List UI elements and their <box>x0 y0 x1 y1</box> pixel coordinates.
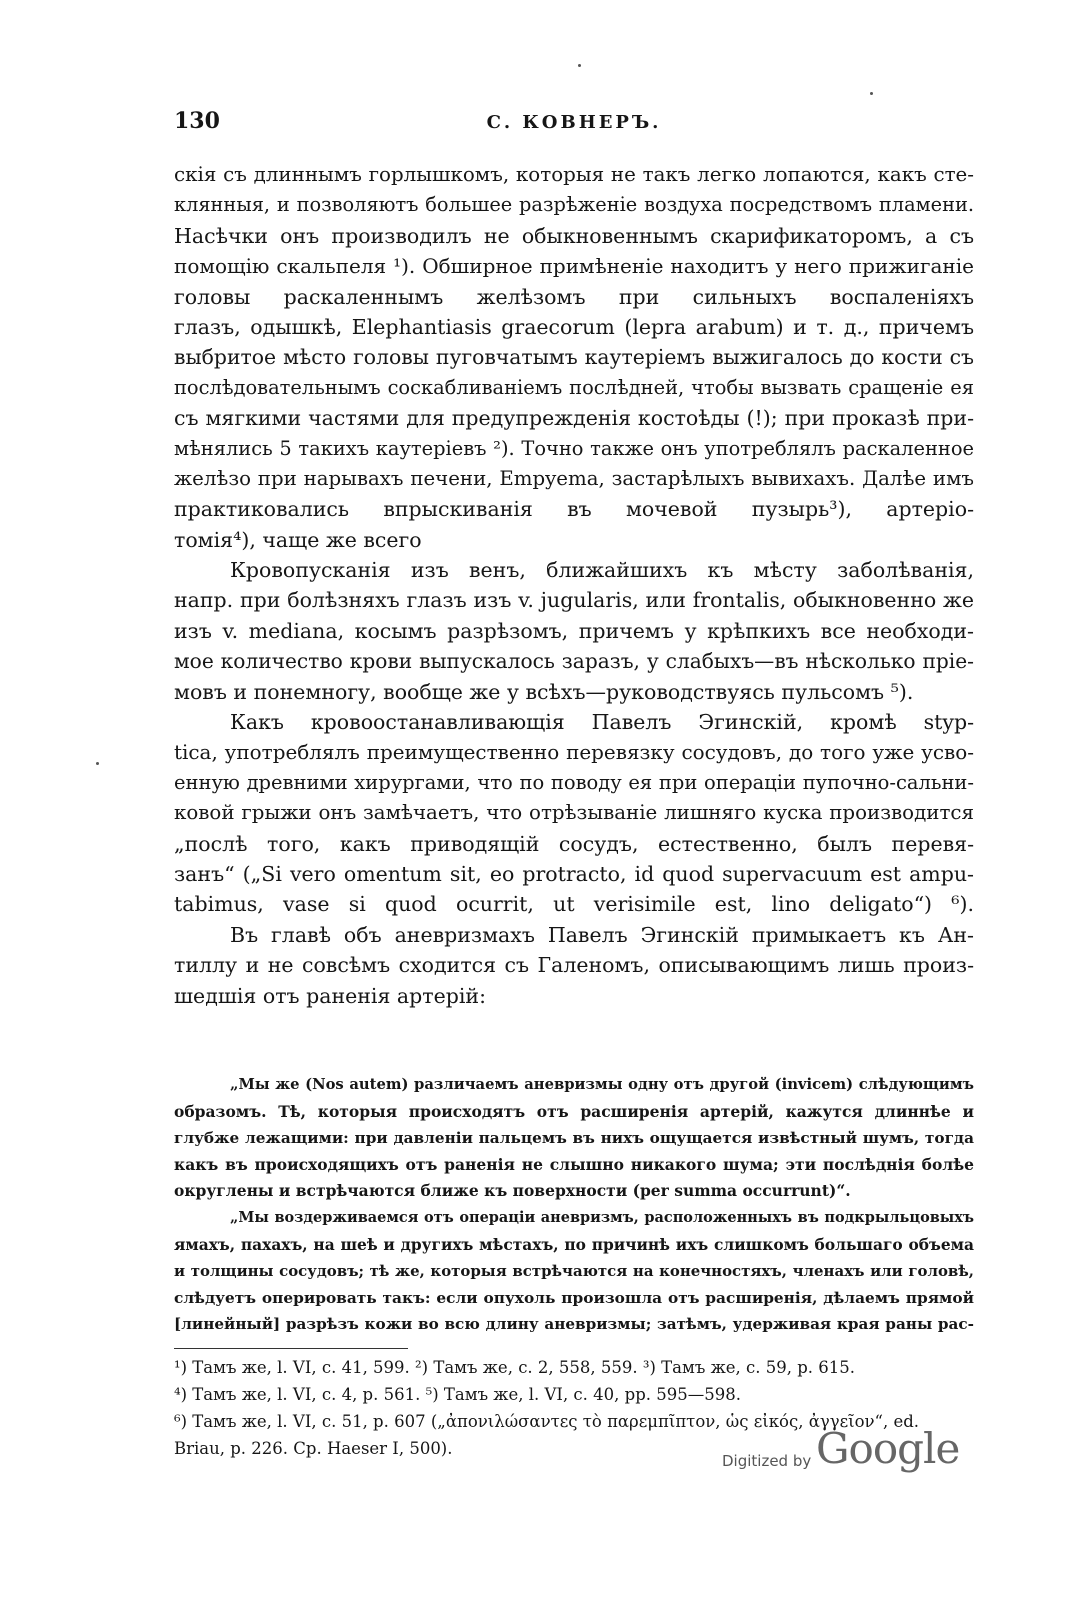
quote-line: образомъ. Тѣ, которыя происходятъ отъ расширенія артерій, кажутся длиннѣе и <box>174 1101 974 1121</box>
body-line: Какъ кровоостанавливающія Павелъ Эгинскій, кромѣ styp- <box>230 710 974 735</box>
body-line: томія⁴), чаще же всего <box>174 527 422 552</box>
body-line: мое количество крови выпускалось заразъ, у слабыхъ—въ нѣсколько пріе- <box>174 649 974 674</box>
body-line: tica, употреблялъ преимущественно перевязку сосудовъ, до того уже усво- <box>174 740 974 765</box>
body-line: мовъ и понемногу, вообще же у всѣхъ—руководствуясь пульсомъ ⁵). <box>174 679 914 704</box>
body-line: „послѣ того, какъ приводящій сосудъ, естественно, былъ перевя- <box>174 831 974 856</box>
quote-line: слѣдуетъ оперировать такъ: если опухоль произошла отъ расширенія, дѣлаемъ прямой <box>174 1288 974 1307</box>
google-logo: Google <box>816 1424 960 1473</box>
page-number: 130 <box>174 108 220 134</box>
quote-line: „Мы же (Nos autem) различаемъ аневризмы одну отъ другой (invicem) слѣдующимъ <box>230 1076 974 1093</box>
quote-line: ямахъ, пахахъ, на шеѣ и другихъ мѣстахъ, по причинѣ ихъ слишкомъ большаго объема <box>174 1235 974 1254</box>
body-line: шедшія отъ раненія артерій: <box>174 983 486 1008</box>
body-text <box>174 160 974 1011</box>
body-line: мѣнялись 5 такихъ каутеріевъ ²). Точно также онъ употреблялъ раскаленное <box>174 436 974 460</box>
quote-line: [линейный] разрѣзъ кожи во всю длину аневризмы; затѣмъ, удерживая края раны рас- <box>174 1315 974 1334</box>
body-line: Въ главѣ объ аневризмахъ Павелъ Эгинскій примыкаетъ къ Ан- <box>230 922 974 947</box>
body-line: занъ“ („Si vero omentum sit, eo protracto, id quod supervacuum est ampu- <box>174 861 974 886</box>
body-line: съ мягкими частями для предупрежденія костоѣды (!); при проказѣ при- <box>174 406 974 431</box>
body-line: скія съ длиннымъ горлышкомъ, которыя не такъ легко лопаются, какъ сте- <box>174 163 974 186</box>
scan-speck <box>96 762 99 765</box>
body-line: тиллу и не совсѣмъ сходится съ Галеномъ, описывающимъ лишь произ- <box>174 953 974 978</box>
quote-line: округлены и встрѣчаются ближе къ поверхности (per summa occurrunt)“. <box>174 1181 851 1201</box>
quotation-block <box>174 1072 974 1338</box>
body-line: помощію скальпеля ¹). Обширное примѣненіе находитъ у него прижиганіе <box>174 254 974 279</box>
body-line: практиковались впрыскиванія въ мочевой пузырь³), артеріо- <box>174 497 974 522</box>
page-header <box>174 108 974 144</box>
body-line: ковой грыжи онъ замѣчаетъ, что отрѣзываніе лишняго куска производится <box>174 801 974 825</box>
body-line: клянныя, и позволяютъ большее разрѣженіе воздуха посредствомъ пламени. <box>174 193 974 217</box>
body-line: tabimus, vase si quod ocurrit, ut verisimile est, lino deligato“) ⁶). <box>174 892 974 917</box>
running-head: С. КОВНЕРЪ. <box>486 112 662 133</box>
body-line: Кровопусканія изъ венъ, ближайшихъ къ мѣсту заболѣванія, <box>230 558 974 583</box>
body-line: Насѣчки онъ производилъ не обыкновеннымъ скарификаторомъ, а съ <box>174 223 974 248</box>
digitized-watermark <box>722 1424 962 1484</box>
quote-line: „Мы воздерживаемся отъ операціи аневризмъ, расположенныхъ въ подкрыльцовыхъ <box>230 1208 974 1226</box>
footnote-line: ⁶) Тамъ же, l. VI, c. 51, p. 607 („ἀπονιλώσαντες τὸ παρεμπῖπτον, ὡς εἰκός, ἀγγεῖον“, ed. <box>174 1412 920 1431</box>
body-line: желѣзо при нарывахъ печени, Empyema, застарѣлыхъ вывихахъ. Далѣе имъ <box>174 466 974 490</box>
quote-line: какъ въ происходящихъ отъ раненія не слышно никакого шума; эти послѣднія болѣе <box>174 1154 974 1174</box>
body-line: выбритое мѣсто головы пуговчатымъ каутеріемъ выжигалось до кости съ <box>174 345 974 370</box>
footnote-line: Briau, p. 226. Cp. Haeser I, 500). <box>174 1439 453 1458</box>
footnote-line: ⁴) Тамъ же, l. VI, c. 4, p. 561. ⁵) Тамъ же, l. VI, c. 40, pp. 595—598. <box>174 1385 741 1404</box>
quote-line: глубже лежащими: при давленіи пальцемъ въ нихъ ощущается извѣстный шумъ, тогда <box>174 1129 974 1148</box>
footnote-line: ¹) Тамъ же, l. VI, c. 41, 599. ²) Тамъ же, с. 2, 558, 559. ³) Тамъ же, с. 59, р. 615. <box>174 1358 856 1377</box>
body-line: головы раскаленнымъ желѣзомъ при сильныхъ воспаленіяхъ <box>174 284 974 309</box>
watermark-prefix: Digitized by <box>722 1452 812 1470</box>
footnote-rule <box>174 1348 408 1349</box>
quote-line: и толщины сосудовъ; тѣ же, которыя встрѣчаются на конечностяхъ, членахъ или головѣ, <box>174 1262 974 1281</box>
scan-speck <box>578 64 581 67</box>
body-line: напр. при болѣзняхъ глазъ изъ v. jugularis, или frontalis, обыкновенно же <box>174 588 974 613</box>
scan-speck <box>870 92 873 95</box>
body-line: глазъ, одышкѣ, Elephantiasis graecorum (lepra arabum) и т. д., причемъ <box>174 314 974 339</box>
body-line: изъ v. mediana, косымъ разрѣзомъ, причемъ у крѣпкихъ все необходи- <box>174 618 974 643</box>
body-line: енную древними хирургами, что по поводу ея при операціи пупочно-сальни- <box>174 770 974 794</box>
body-line: послѣдовательнымъ соскабливаніемъ послѣдней, чтобы вызвать сращеніе ея <box>174 375 974 399</box>
